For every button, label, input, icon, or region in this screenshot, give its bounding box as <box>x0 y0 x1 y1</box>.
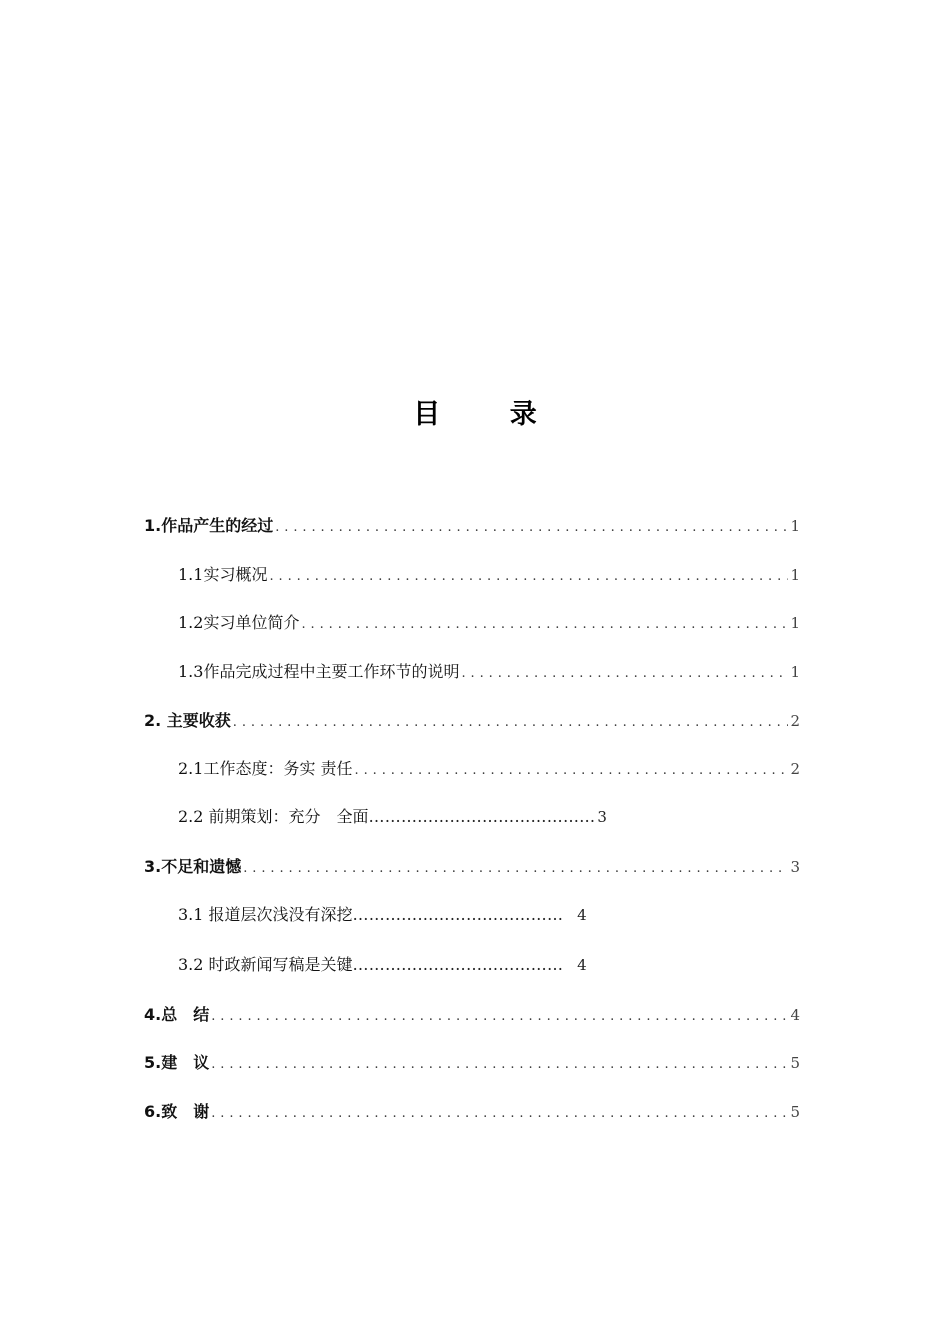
toc-page-number: 3 <box>597 808 607 826</box>
toc-entry-label: 2.2 前期策划：充分 全面 <box>178 807 369 826</box>
dot-leader <box>243 858 788 880</box>
toc-entry-label: 3.1 报道层次浅没有深挖 <box>178 905 353 924</box>
dot-leader <box>211 1054 788 1076</box>
toc-page-number: 1 <box>790 614 800 632</box>
toc-entry-label: 2.1工作态度：务实 责任 <box>178 759 353 778</box>
toc-entry[interactable] <box>178 806 607 828</box>
toc-entry[interactable] <box>178 564 800 588</box>
toc-entry[interactable] <box>144 1052 800 1076</box>
toc-entry-label: 3.2 时政新闻写稿是关键 <box>178 955 353 974</box>
toc-page-number: 1 <box>790 566 800 584</box>
toc-entry[interactable] <box>144 1101 800 1125</box>
toc-entry[interactable] <box>178 758 800 782</box>
toc-page-number: 5 <box>790 1054 800 1072</box>
dot-leader <box>269 566 788 588</box>
toc-entry-label: 1.3作品完成过程中主要工作环节的说明 <box>178 662 460 681</box>
dot-leader <box>461 663 788 685</box>
dot-leader <box>233 712 789 734</box>
toc-entry[interactable] <box>144 1004 800 1028</box>
toc-page-number: 2 <box>790 760 800 778</box>
toc-entry[interactable] <box>178 954 587 976</box>
toc-page-number: 1 <box>790 663 800 681</box>
toc-entry-label: 1.2实习单位简介 <box>178 613 300 632</box>
toc-entry[interactable] <box>144 515 800 539</box>
toc-page-number: 2 <box>790 712 800 730</box>
dot-leader <box>355 760 789 782</box>
dot-leader <box>275 517 788 539</box>
toc-entry-label: 2. 主要收获 <box>144 711 231 730</box>
toc-page-number: 4 <box>790 1006 800 1024</box>
toc-entry[interactable] <box>144 710 800 734</box>
ellipsis-leader: …………………………………… <box>368 807 596 826</box>
toc-page-number: 1 <box>790 517 800 535</box>
toc-entry-label: 5.建 议 <box>144 1053 210 1072</box>
toc-entry[interactable] <box>178 661 800 685</box>
toc-entry[interactable] <box>144 856 800 880</box>
toc-title: 目 录 <box>413 399 567 430</box>
dot-leader <box>211 1103 788 1125</box>
toc-entry-label: 6.致 谢 <box>144 1102 210 1121</box>
toc-page-number: 3 <box>790 858 800 876</box>
toc-entry[interactable] <box>178 612 800 636</box>
toc-entry-label: 4.总 结 <box>144 1005 210 1024</box>
dot-leader <box>211 1006 788 1028</box>
ellipsis-leader: ………………………………… <box>352 955 564 974</box>
toc-entry-label: 1.1实习概况 <box>178 565 268 584</box>
toc-page-number: 5 <box>790 1103 800 1121</box>
toc-page-number: 4 <box>577 906 587 924</box>
toc-entry-label: 1.作品产生的经过 <box>144 516 274 535</box>
toc-entry[interactable] <box>178 904 587 926</box>
toc-entry-label: 3.不足和遗憾 <box>144 857 242 876</box>
toc-page-number: 4 <box>577 956 587 974</box>
ellipsis-leader: ………………………………… <box>352 905 564 924</box>
dot-leader <box>301 614 788 636</box>
